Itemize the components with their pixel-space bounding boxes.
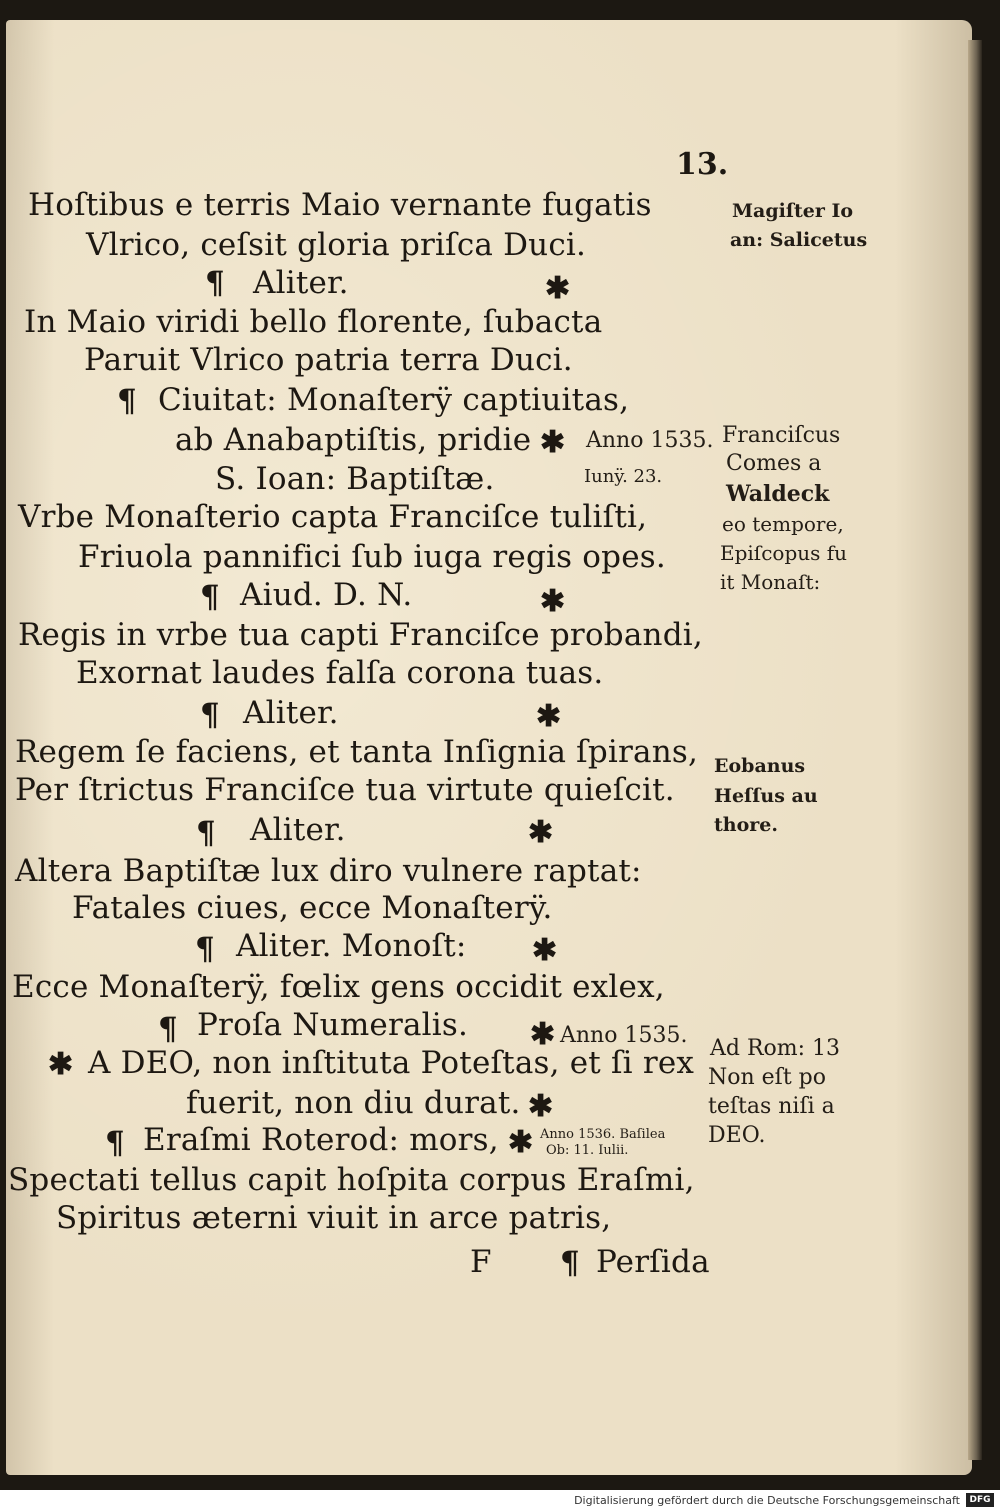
prose-line-1: A DEO, non inſtituta Poteſtas, et ſi rex: [88, 1045, 695, 1081]
pilcrow-icon: ¶: [205, 265, 225, 301]
dfg-logo-icon: DFG: [966, 1493, 994, 1507]
verse-line-1: Hoſtibus e terris Maio vernante fugatis: [28, 187, 652, 223]
margin-note-eobanus-1: Eobanus: [714, 755, 806, 777]
verse-line-5: Paruit Vlrico patria terra Duci.: [84, 342, 573, 378]
margin-note-adrom-1: Ad Rom: 13: [710, 1036, 841, 1061]
inline-note-anno: Anno 1535.: [586, 428, 714, 453]
margin-note-eobanus-3: thore.: [714, 814, 778, 836]
footer-credit: Digitalisierung gefördert durch die Deutsche Forschungsgemeinschaft: [574, 1494, 960, 1507]
margin-note-franciscus-5: Epiſcopus fu: [720, 541, 848, 565]
pilcrow-icon: ¶: [560, 1245, 580, 1281]
pilcrow-icon: ¶: [200, 697, 220, 733]
heading-aliter: Aliter.: [243, 695, 339, 731]
star-mark-icon: ✱: [545, 271, 571, 306]
verse-line-2: Vlrico, ceſsit gloria priſca Duci.: [86, 227, 587, 263]
star-mark-icon: ✱: [48, 1047, 74, 1082]
verse-line-27: Spiritus æterni viuit in arce patris,: [56, 1200, 612, 1236]
margin-note-adrom-2: Non eſt po: [708, 1065, 826, 1090]
heading-prosa: Proſa Numeralis.: [197, 1007, 469, 1043]
verse-line-26: Spectati tellus capit hoſpita corpus Eraſmi,: [8, 1162, 695, 1198]
verse-line-13: Exornat laudes falſa corona tuas.: [76, 655, 604, 691]
margin-note-franciscus-3: Waldeck: [726, 481, 830, 507]
heading-aliter: Aliter.: [253, 265, 349, 301]
heading-erasmi: Eraſmi Roterod: mors,: [143, 1122, 499, 1158]
pilcrow-icon: ¶: [117, 383, 137, 419]
heading-line-2: ab Anabaptiſtis, pridie: [175, 422, 532, 458]
catchword: Perſida: [596, 1244, 710, 1280]
margin-note-franciscus-1: Franciſcus: [722, 423, 841, 448]
verse-line-4: In Maio viridi bello florente, ſubacta: [24, 304, 603, 340]
star-mark-icon: ✱: [530, 1017, 556, 1052]
verse-line-10: Friuola pannifici ſub iuga regis opes.: [78, 539, 666, 575]
verse-line-9: Vrbe Monaſterio capta Franciſce tuliſti,: [18, 499, 648, 535]
inline-note-ob: Ob: 11. Iulii.: [546, 1143, 629, 1158]
heading-aliter: Aliter.: [250, 812, 346, 848]
pilcrow-icon: ¶: [158, 1011, 178, 1047]
margin-note-franciscus-2: Comes a: [726, 451, 822, 476]
heading-aliter-monost: Aliter. Monoſt:: [236, 928, 467, 964]
footer-bar: [0, 1490, 1000, 1511]
margin-note-adrom-3: teſtas niſi a: [708, 1094, 835, 1119]
pilcrow-icon: ¶: [195, 931, 215, 967]
verse-line-19: Fatales ciues, ecce Monaſterÿ.: [72, 890, 553, 926]
heading-ciuitat: Ciuitat: Monaſterÿ captiuitas,: [158, 382, 630, 418]
page-edge: [968, 40, 982, 1460]
verse-line-16: Per ſtrictus Franciſce tua virtute quieſcit.: [15, 772, 675, 808]
star-mark-icon: ✱: [536, 699, 562, 734]
margin-note-franciscus-6: it Monaſt:: [720, 570, 821, 594]
margin-note-salicetus-2: an: Salicetus: [730, 229, 868, 251]
signature-mark: F: [470, 1244, 492, 1280]
verse-line-12: Regis in vrbe tua capti Franciſce probandi,: [18, 617, 703, 653]
pilcrow-icon: ¶: [105, 1125, 125, 1161]
star-mark-icon: ✱: [540, 584, 566, 619]
verse-line-21: Ecce Monaſterÿ, fœlix gens occidit exlex,: [12, 969, 665, 1005]
prose-line-2: fuerit, non diu durat.: [186, 1085, 521, 1121]
margin-note-adrom-4: DEO.: [708, 1123, 766, 1148]
star-mark-icon: ✱: [508, 1125, 534, 1160]
inline-note-anno-1536: Anno 1536. Baſilea: [540, 1127, 666, 1142]
heading-line-3: S. Ioan: Baptiſtæ.: [215, 461, 495, 497]
page-number: 13.: [676, 147, 729, 182]
margin-note-franciscus-4: eo tempore,: [722, 512, 844, 536]
heading-aiud: Aiud. D. N.: [240, 577, 413, 613]
pilcrow-icon: ¶: [196, 815, 216, 851]
star-mark-icon: ✱: [540, 425, 566, 460]
inline-note-iunij: Iunÿ. 23.: [584, 466, 663, 487]
verse-line-15: Regem ſe faciens, et tanta Inſignia ſpirans,: [15, 734, 699, 770]
margin-note-eobanus-2: Heſſus au: [714, 785, 818, 807]
star-mark-icon: ✱: [528, 815, 554, 850]
verse-line-18: Altera Baptiſtæ lux diro vulnere raptat:: [15, 853, 642, 889]
margin-note-salicetus-1: Magiſter Io: [732, 200, 854, 222]
star-mark-icon: ✱: [528, 1089, 554, 1124]
pilcrow-icon: ¶: [200, 579, 220, 615]
star-mark-icon: ✱: [532, 933, 558, 968]
inline-note-anno: Anno 1535.: [560, 1023, 688, 1048]
